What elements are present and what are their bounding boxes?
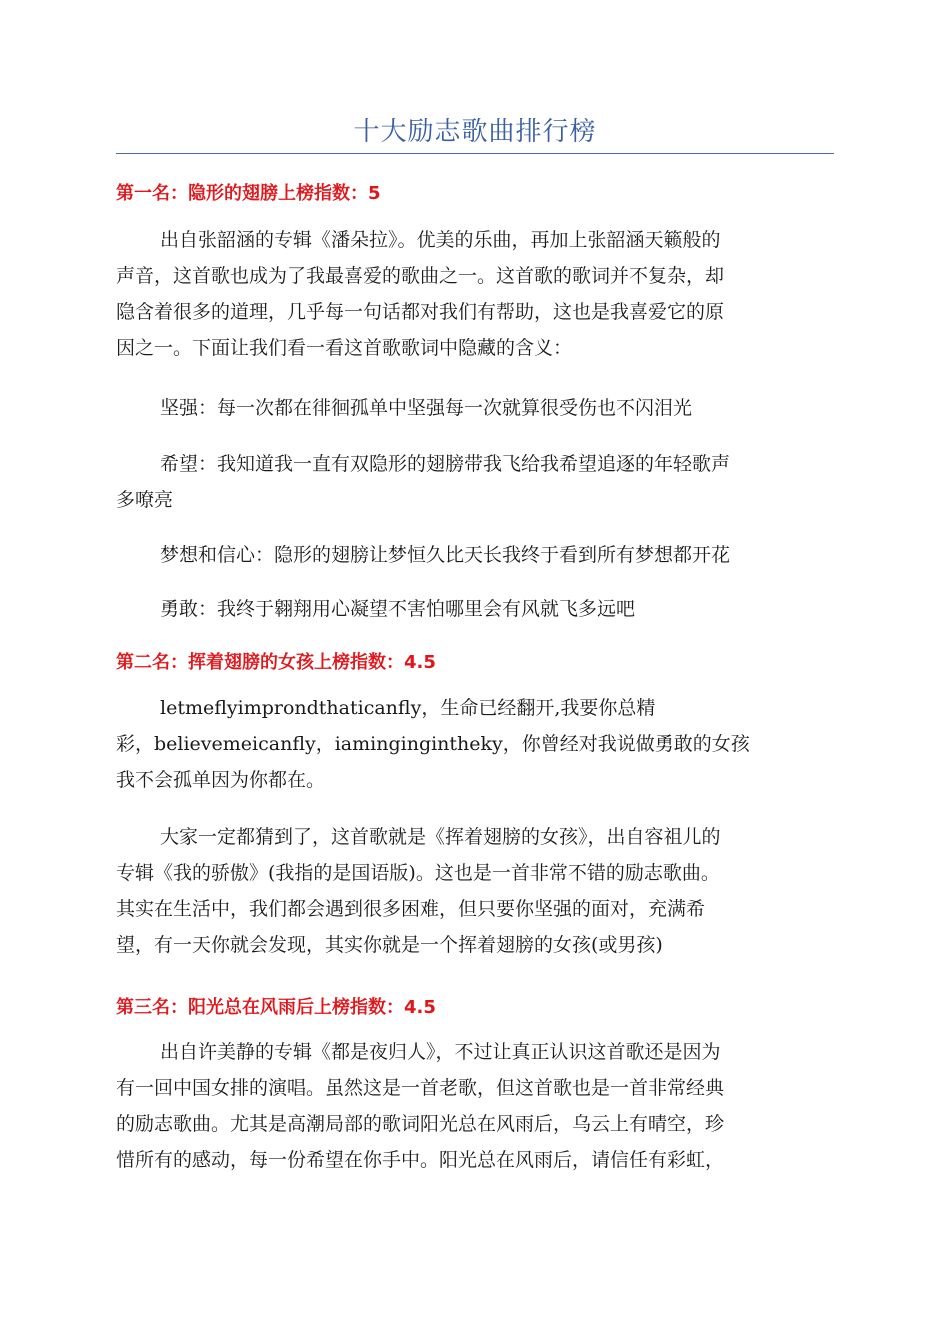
section-1-heading: 第一名：隐形的翅膀上榜指数：5 bbox=[116, 183, 381, 204]
text-line: 勇敢：我终于翱翔用心凝望不害怕哪里会有风就飞多远吧 bbox=[160, 598, 636, 620]
section-1-paragraph-4 bbox=[116, 537, 834, 573]
section-3-heading: 第三名：阳光总在风雨后上榜指数：4.5 bbox=[116, 997, 436, 1018]
text-line: 的励志歌曲。尤其是高潮局部的歌词阳光总在风雨后，乌云上有晴空，珍 bbox=[116, 1113, 725, 1135]
text-line: 多嘹亮 bbox=[116, 489, 174, 511]
text-line: 希望：我知道我一直有双隐形的翅膀带我飞给我希望追逐的年轻歌声 bbox=[160, 453, 731, 475]
text-line: 出自许美静的专辑《都是夜归人》，不过让真正认识这首歌还是因为 bbox=[160, 1041, 721, 1063]
text-line: 有一回中国女排的演唱。虽然这是一首老歌，但这首歌也是一首非常经典 bbox=[116, 1077, 725, 1099]
section-1-paragraph-1 bbox=[116, 222, 834, 366]
text-line: 彩，believemeicanfly，iamingingintheky，你曾经对我说做勇敢的女孩 bbox=[116, 733, 750, 755]
text-line: 因之一。下面让我们看一看这首歌歌词中隐藏的含义： bbox=[116, 337, 573, 359]
title-underline bbox=[116, 153, 834, 154]
section-2-paragraph-1 bbox=[116, 690, 834, 798]
section-2-heading: 第二名：挥着翅膀的女孩上榜指数：4.5 bbox=[116, 652, 436, 673]
text-line: 梦想和信心：隐形的翅膀让梦恒久比天长我终于看到所有梦想都开花 bbox=[160, 544, 731, 566]
section-1-paragraph-2 bbox=[116, 390, 834, 426]
text-line: 坚强：每一次都在徘徊孤单中坚强每一次就算很受伤也不闪泪光 bbox=[160, 397, 693, 419]
text-line: 大家一定都猜到了，这首歌就是《挥着翅膀的女孩》，出自容祖儿的 bbox=[160, 826, 721, 848]
text-line: 我不会孤单因为你都在。 bbox=[116, 769, 326, 791]
text-line: 声音，这首歌也成为了我最喜爱的歌曲之一。这首歌的歌词并不复杂，却 bbox=[116, 265, 725, 287]
document-title: 十大励志歌曲排行榜 bbox=[353, 117, 597, 147]
text-line: letmeflyimprondthaticanfly，生命已经翻开,我要你总精 bbox=[160, 697, 656, 719]
text-line: 望，有一天你就会发现，其实你就是一个挥着翅膀的女孩(或男孩) bbox=[116, 934, 663, 956]
section-2-paragraph-2 bbox=[116, 819, 834, 963]
section-3-paragraph-1 bbox=[116, 1034, 834, 1178]
section-1-paragraph-3 bbox=[116, 446, 834, 518]
text-line: 惜所有的感动，每一份希望在你手中。阳光总在风雨后，请信任有彩虹， bbox=[116, 1149, 725, 1171]
text-line: 隐含着很多的道理，几乎每一句话都对我们有帮助，这也是我喜爱它的原 bbox=[116, 301, 725, 323]
section-1-paragraph-5 bbox=[116, 591, 834, 627]
text-line: 其实在生活中，我们都会遇到很多困难，但只要你坚强的面对，充满希 bbox=[116, 898, 706, 920]
text-line: 出自张韶涵的专辑《潘朵拉》。优美的乐曲，再加上张韶涵天籁般的 bbox=[160, 229, 721, 251]
text-line: 专辑《我的骄傲》(我指的是国语版)。这也是一首非常不错的励志歌曲。 bbox=[116, 862, 720, 884]
